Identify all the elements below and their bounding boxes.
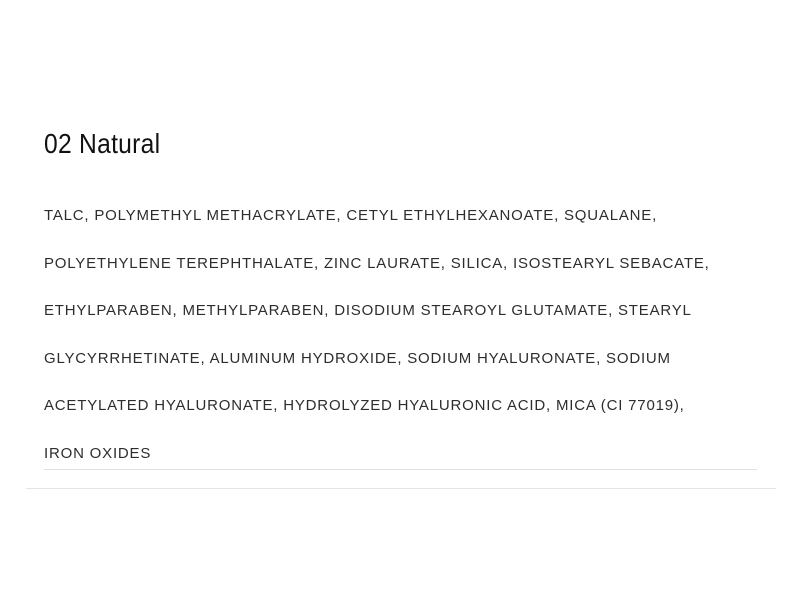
shade-title: 02 Natural: [44, 128, 161, 159]
ingredients-line: POLYETHYLENE TEREPHTHALATE, ZINC LAURATE, SILICA, ISOSTEARYL SEBACATE,: [44, 254, 710, 272]
ingredients-bottom-divider: [44, 469, 757, 470]
ingredients-line: IRON OXIDES: [44, 444, 152, 462]
ingredients-line: ACETYLATED HYALURONATE, HYDROLYZED HYALURONIC ACID, MICA (CI 77019),: [44, 397, 685, 414]
ingredients-line: TALC, POLYMETHYL METHACRYLATE, CETYL ETHYLHEXANOATE, SQUALANE,: [44, 207, 658, 224]
ingredients-line: ETHYLPARABEN, METHYLPARABEN, DISODIUM STEAROYL GLUTAMATE, STEARYL: [44, 302, 692, 319]
section-divider: [26, 488, 776, 489]
ingredients-line: GLYCYRRHETINATE, ALUMINUM HYDROXIDE, SODIUM HYALURONATE, SODIUM: [44, 349, 671, 367]
ingredients-list: [44, 192, 774, 477]
